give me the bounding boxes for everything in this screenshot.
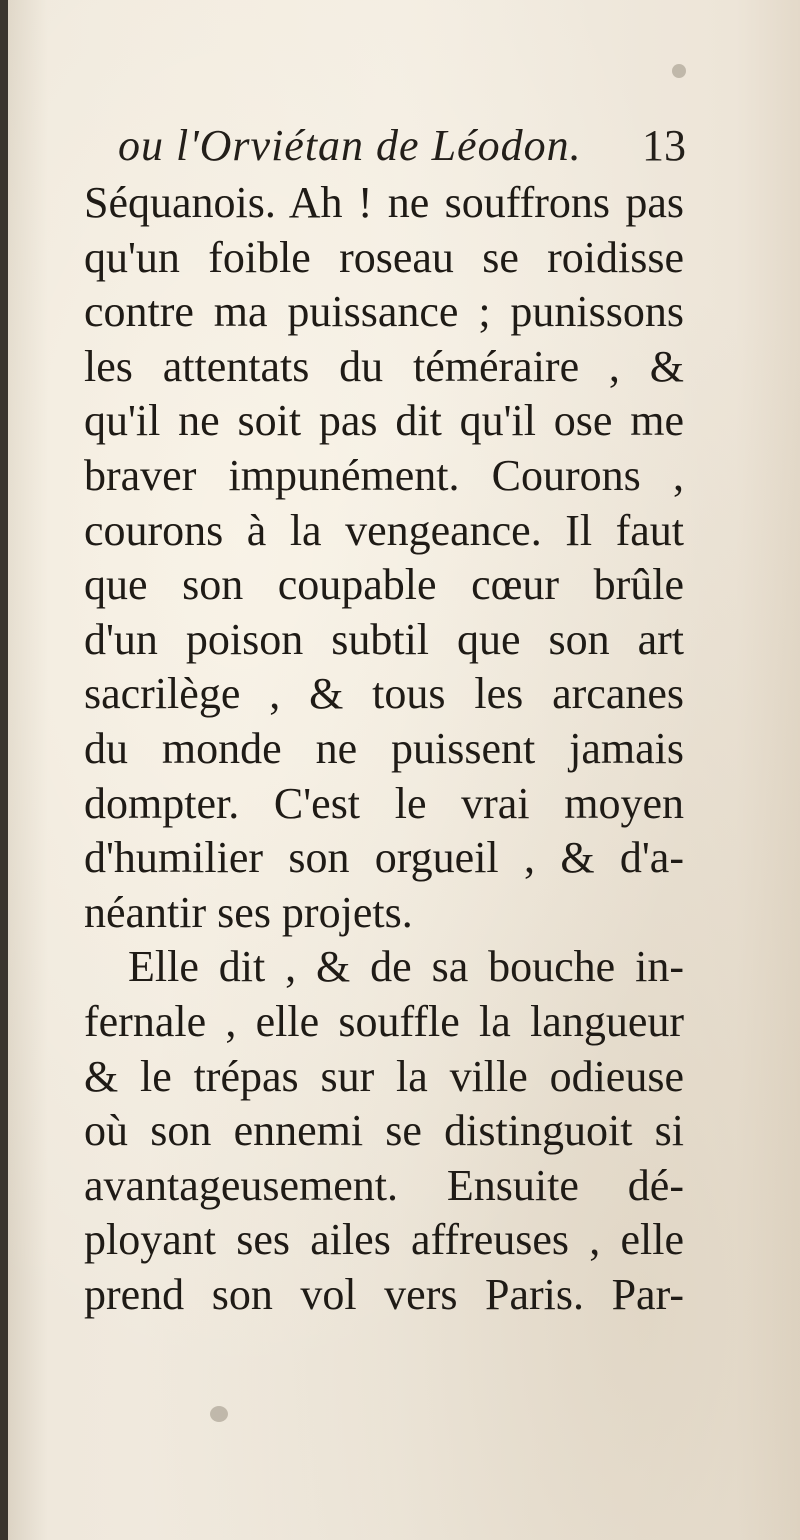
text-line: courons à la vengeance. Il faut: [84, 505, 684, 555]
text-line: ployant ses ailes affreuses , elle: [84, 1215, 684, 1265]
text-line: qu'il ne soit pas dit qu'il ose me: [84, 396, 684, 446]
text-line: avantageusement. Ensuite dé-: [84, 1160, 684, 1210]
text-line: sacrilège , & tous les arcanes: [84, 669, 684, 719]
text-line: braver impunément. Courons ,: [84, 450, 684, 500]
text-line: & le trépas sur la ville odieuse: [84, 1051, 684, 1101]
text-line: Séquanois. Ah ! ne souffrons pas: [84, 178, 684, 227]
text-line: Elle dit , & de sa bouche in-: [128, 942, 684, 992]
text-line: néantir ses projets.: [84, 887, 413, 937]
body-text: [84, 176, 684, 1322]
text-line: qu'un foible roseau se roidisse: [84, 232, 684, 282]
text-line: prend son vol vers Paris. Par-: [84, 1269, 684, 1319]
paper-spot: [672, 64, 686, 78]
text-line: que son coupable cœur brûle: [84, 560, 684, 610]
page-binding-edge: [0, 0, 8, 1540]
text-line: d'humilier son orgueil , & d'a-: [84, 833, 684, 883]
text-line: les attentats du téméraire , &: [84, 341, 684, 391]
text-line: du monde ne puissent jamais: [84, 723, 684, 773]
text-line: où son ennemi se distinguoit si: [84, 1106, 684, 1156]
text-line: dompter. C'est le vrai moyen: [84, 778, 684, 828]
text-line: fernale , elle souffle la langueur: [84, 996, 684, 1046]
page-number: 13: [642, 121, 686, 170]
paper-spot: [210, 1406, 228, 1422]
text-line: contre ma puissance ; punissons: [84, 287, 684, 337]
running-title: ou l'Orviétan de Léodon.: [118, 121, 582, 170]
text-line: d'un poison subtil que son art: [84, 614, 684, 664]
